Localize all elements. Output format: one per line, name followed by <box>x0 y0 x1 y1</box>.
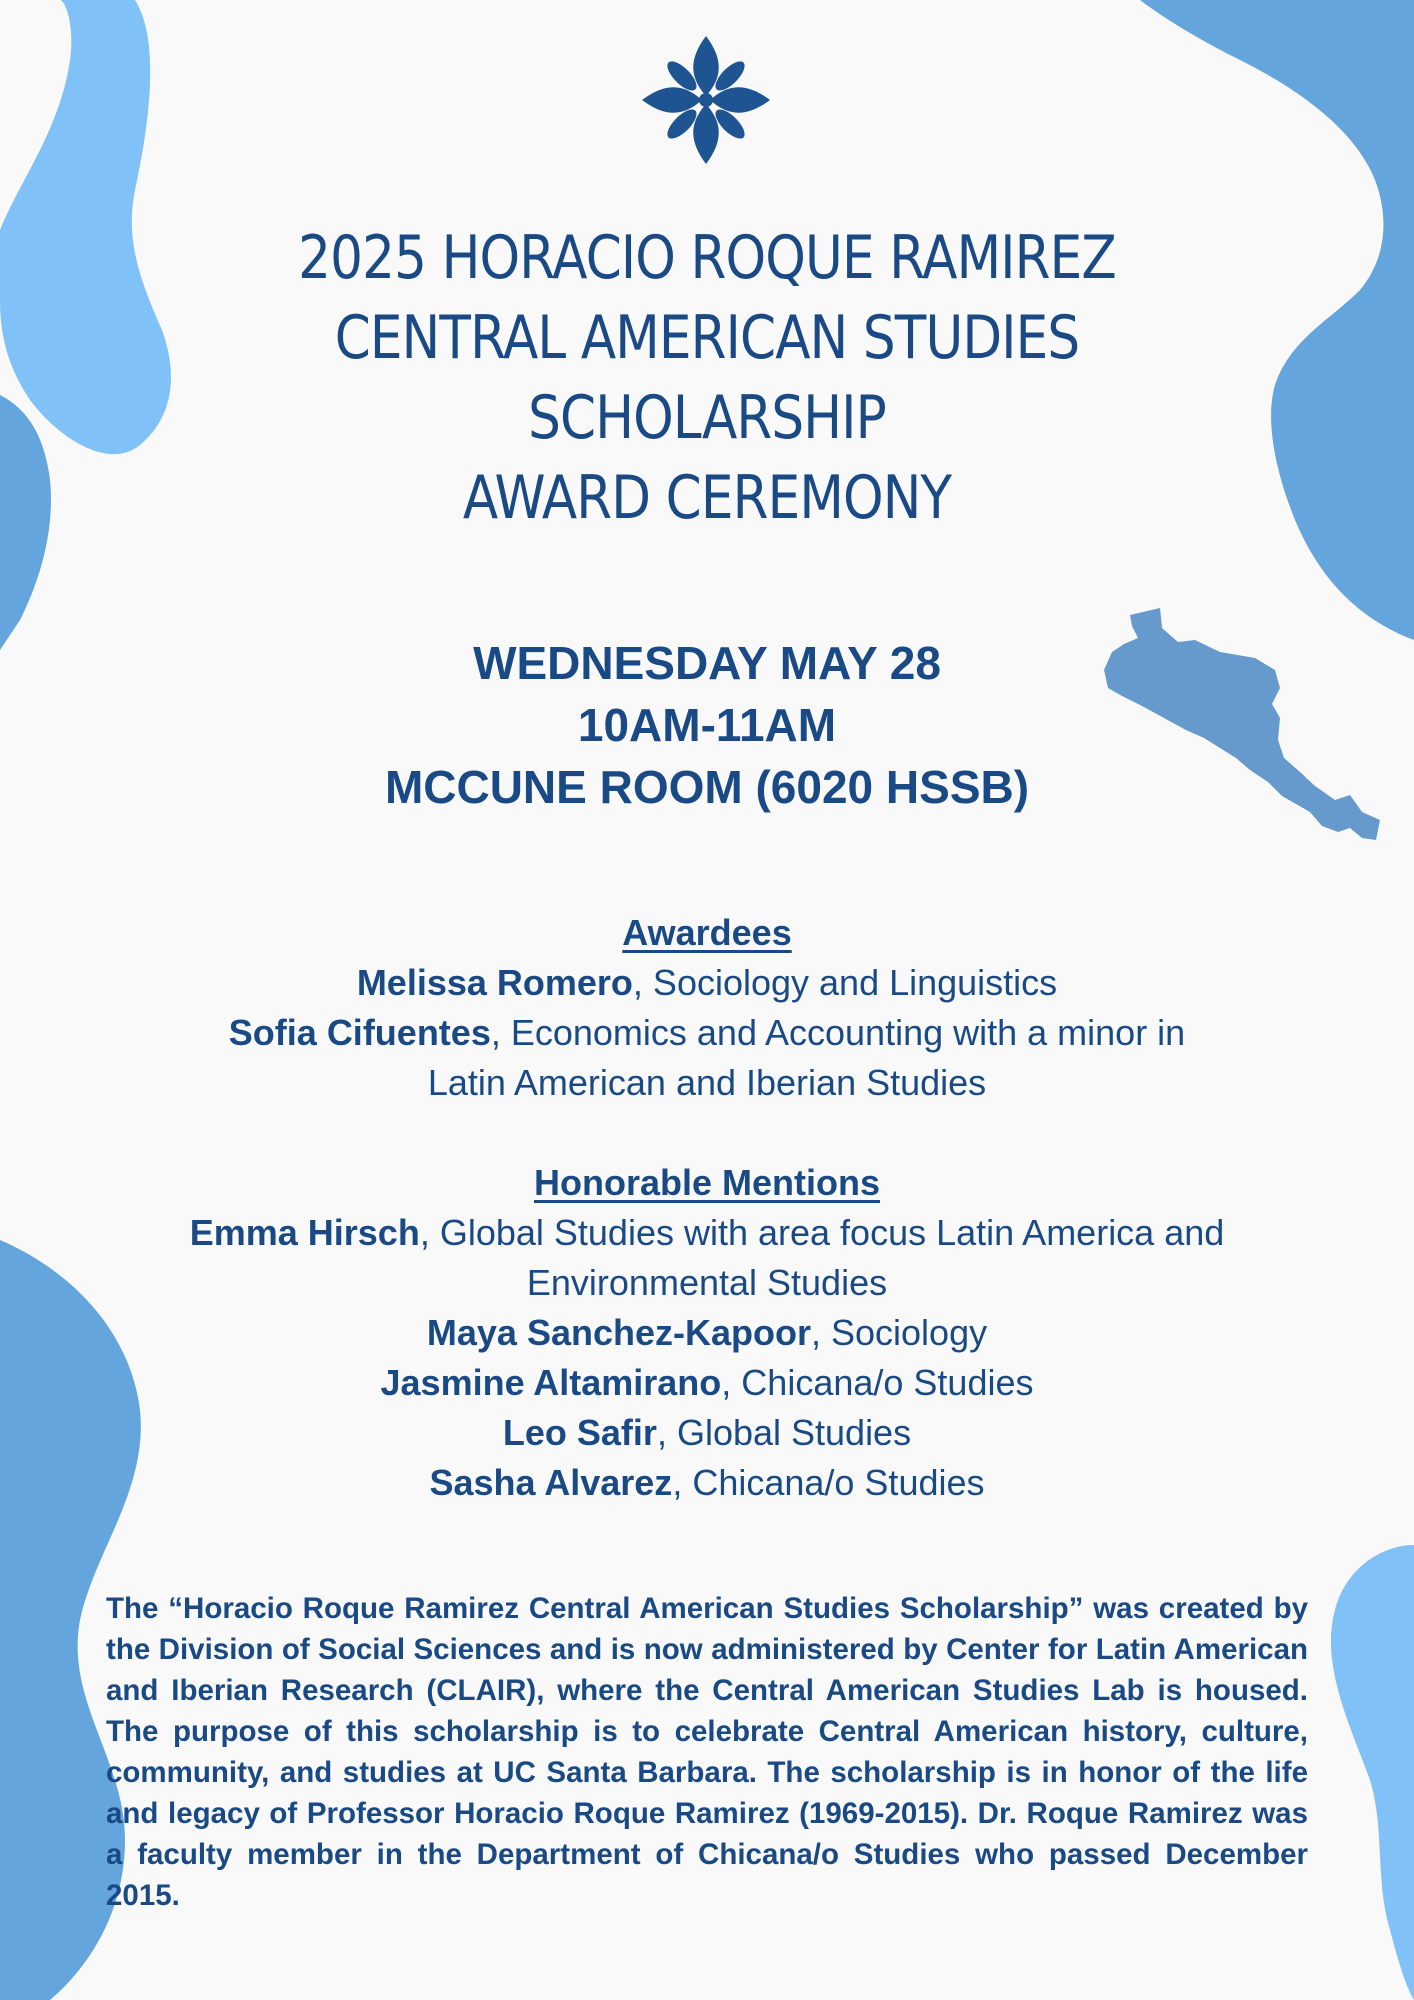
list-item <box>60 958 1354 1008</box>
list-item <box>60 1008 1354 1108</box>
honorable-field: , Global Studies with area focus Latin America and Environmental Studies <box>419 1212 1225 1303</box>
honorable-field: , Chicana/o Studies <box>721 1362 1034 1403</box>
title-line: CENTRAL AMERICAN STUDIES <box>334 303 1080 373</box>
title-line: SCHOLARSHIP <box>528 383 886 453</box>
honorable-mentions-heading: Honorable Mentions <box>533 1162 880 1203</box>
scholarship-description: The “Horacio Roque Ramirez Central American Studies Scholarship” was created by the Division of Social Sciences and is now administered by Center for Latin American and Iberian Research (CLAIR), where the Central American Studies Lab is housed. The purpose of this scholarship is to celebrate Central American history, culture, community, and studies at UC Santa Barbara. The scholarship is in honor of the life and legacy of Professor Horacio Roque Ramirez (1969-2015). Dr. Roque Ramirez was a faculty member in the Department of Chicana/o Studies who passed December 2015. <box>106 1592 1308 1912</box>
blob-top-left <box>0 0 171 454</box>
awardee-name: Melissa Romero <box>356 962 633 1003</box>
list-item <box>60 1458 1354 1508</box>
honorable-field: , Chicana/o Studies <box>672 1462 985 1503</box>
title-line: AWARD CEREMONY <box>462 463 952 533</box>
central-america-map-icon <box>1100 600 1390 860</box>
list-item <box>60 1358 1354 1408</box>
honorable-name: Jasmine Altamirano <box>380 1362 722 1403</box>
honorable-field: , Global Studies <box>656 1412 912 1453</box>
page-title <box>228 218 1186 538</box>
flower-icon <box>636 30 776 170</box>
awardee-field: , Sociology and Linguistics <box>632 962 1058 1003</box>
honorable-name: Leo Safir <box>502 1412 657 1453</box>
title-line: 2025 HORACIO ROQUE RAMIREZ <box>298 223 1116 293</box>
honorable-name: Sasha Alvarez <box>429 1462 673 1503</box>
blob-left-upper <box>0 395 51 650</box>
blob-bottom-right <box>1331 1545 1414 2000</box>
event-date: WEDNESDAY MAY 28 <box>473 637 941 689</box>
awardee-name: Sofia Cifuentes <box>228 1012 491 1053</box>
event-details <box>150 632 1264 818</box>
awardees-heading: Awardees <box>622 912 792 953</box>
honorable-name: Maya Sanchez-Kapoor <box>426 1312 811 1353</box>
recipients-section <box>60 908 1354 1508</box>
list-item <box>60 1408 1354 1458</box>
awardee-field: , Economics and Accounting with a minor in Latin American and Iberian Studies <box>427 1012 1186 1103</box>
honorable-field: , Sociology <box>811 1312 988 1353</box>
event-time: 10AM-11AM <box>577 699 837 751</box>
event-location: MCCUNE ROOM (6020 HSSB) <box>384 761 1030 813</box>
honorable-name: Emma Hirsch <box>189 1212 420 1253</box>
list-item <box>60 1208 1354 1308</box>
list-item <box>60 1308 1354 1358</box>
